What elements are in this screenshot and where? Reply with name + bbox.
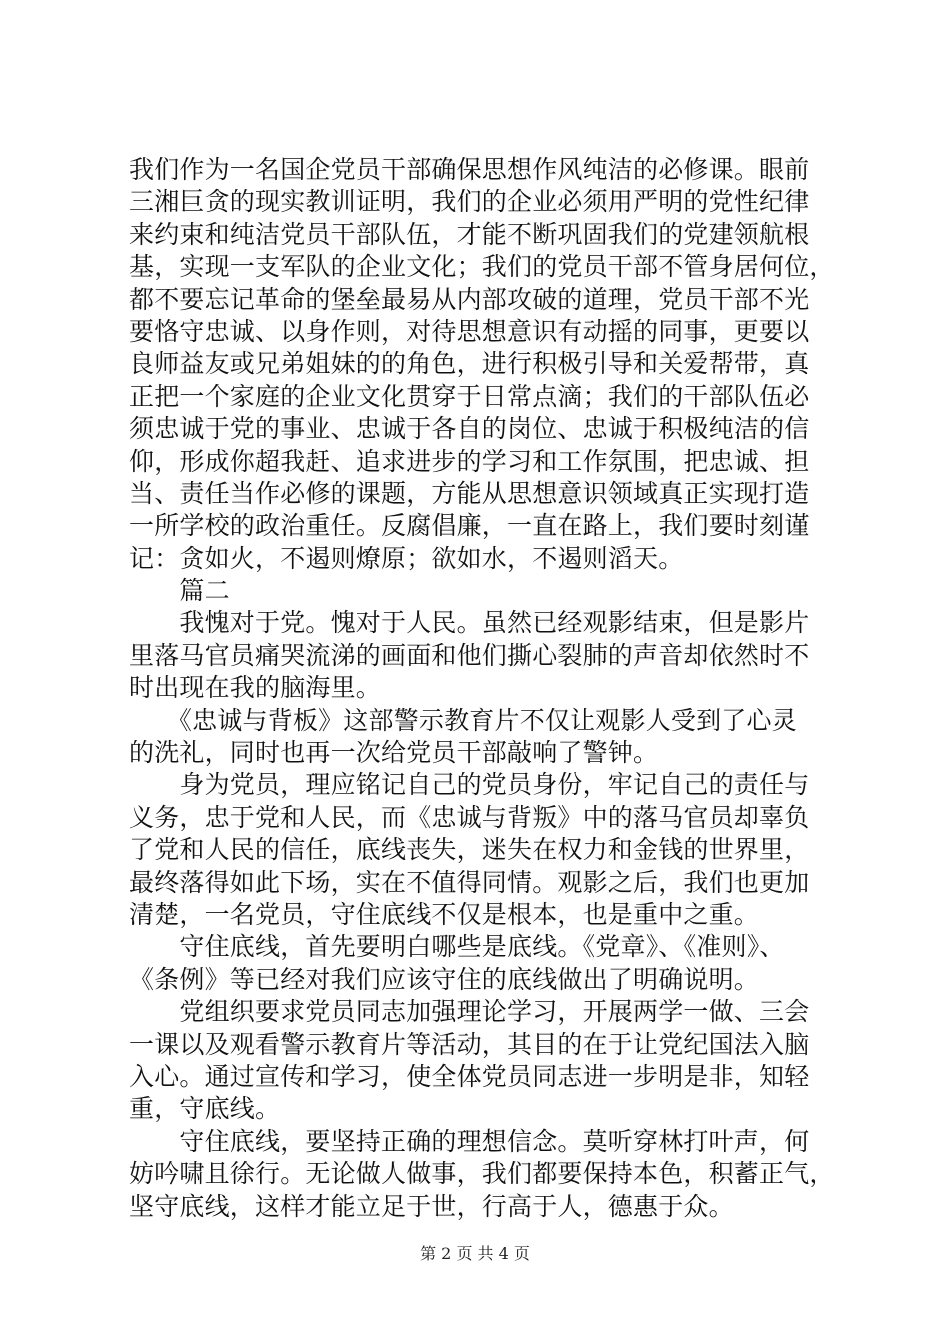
text-line: 了党和人民的信任，底线丧失，迷失在权力和金钱的世界里， [129,835,810,865]
text-line: 清楚，一名党员，守住底线不仅是根本，也是重中之重。 [129,899,760,929]
text-line: 身为党员，理应铭记自己的党员身份，牢记自己的责任与 [129,770,810,800]
text-line: 要恪守忠诚、以身作则，对待思想意识有动摇的同事，更要以 [129,316,810,346]
text-line: 《条例》等已经对我们应该守住的底线做出了明确说明。 [129,964,760,994]
text-line: 须忠诚于党的事业、忠诚于各自的岗位、忠诚于积极纯洁的信 [129,414,810,444]
text-line: 坚守底线，这样才能立足于世，行高于人，德惠于众。 [129,1191,734,1221]
text-line: 最终落得如此下场，实在不值得同情。观影之后，我们也更加 [129,867,810,897]
text-line: 正把一个家庭的企业文化贯穿于日常点滴；我们的干部队伍必 [129,381,810,411]
text-line: 党组织要求党员同志加强理论学习，开展两学一做、三会 [129,997,810,1027]
text-line: 我愧对于党。愧对于人民。虽然已经观影结束，但是影片 [129,608,810,638]
text-line: 记：贪如火，不遏则燎原；欲如水，不遏则滔天。 [129,543,684,573]
text-line: 都不要忘记革命的堡垒最易从内部攻破的道理，党员干部不光 [129,284,810,314]
document-body [129,154,835,1223]
text-line: 基，实现一支军队的企业文化；我们的党员干部不管身居何位， [129,252,835,282]
text-line: 一所学校的政治重任。反腐倡廉，一直在路上，我们要时刻谨 [129,511,810,541]
text-line: 妨吟啸且徐行。无论做人做事，我们都要保持本色，积蓄正气， [129,1159,835,1189]
text-line: 时出现在我的脑海里。 [129,673,382,703]
text-line: 入心。通过宣传和学习，使全体党员同志进一步明是非，知轻 [129,1061,810,1091]
text-line: 守住底线，首先要明白哪些是底线。《党章》、《准则》、 [129,932,785,962]
page-number-label: 第 2 页 共 4 页 [420,1244,530,1263]
text-line: 《忠诚与背板》这部警示教育片不仅让观影人受到了心灵 [129,705,797,735]
text-line: 义务，忠于党和人民，而《忠诚与背叛》中的落马官员却辜负 [129,802,810,832]
text-line: 一课以及观看警示教育片等活动，其目的在于让党纪国法入脑 [129,1029,810,1059]
text-line: 来约束和纯洁党员干部队伍，才能不断巩固我们的党建领航根 [129,219,810,249]
text-line: 三湘巨贪的现实教训证明，我们的企业必须用严明的党性纪律 [129,187,810,217]
text-line: 的洗礼，同时也再一次给党员干部敲响了警钟。 [129,738,659,768]
text-line: 守住底线，要坚持正确的理想信念。莫听穿林打叶声，何 [129,1126,810,1156]
text-line: 仰，形成你超我赶、追求进步的学习和工作氛围，把忠诚、担 [129,446,810,476]
text-line: 重，守底线。 [129,1094,281,1124]
section-heading: 篇二 [129,576,230,606]
text-line: 我们作为一名国企党员干部确保思想作风纯洁的必修课。眼前 [129,155,810,184]
text-line: 里落马官员痛哭流涕的画面和他们撕心裂肺的声音却依然时不 [129,640,810,670]
text-line: 当、责任当作必修的课题，方能从思想意识领域真正实现打造 [129,478,810,508]
page-footer [0,1244,950,1264]
text-line: 良师益友或兄弟姐妹的的角色，进行积极引导和关爱帮带，真 [129,349,810,379]
